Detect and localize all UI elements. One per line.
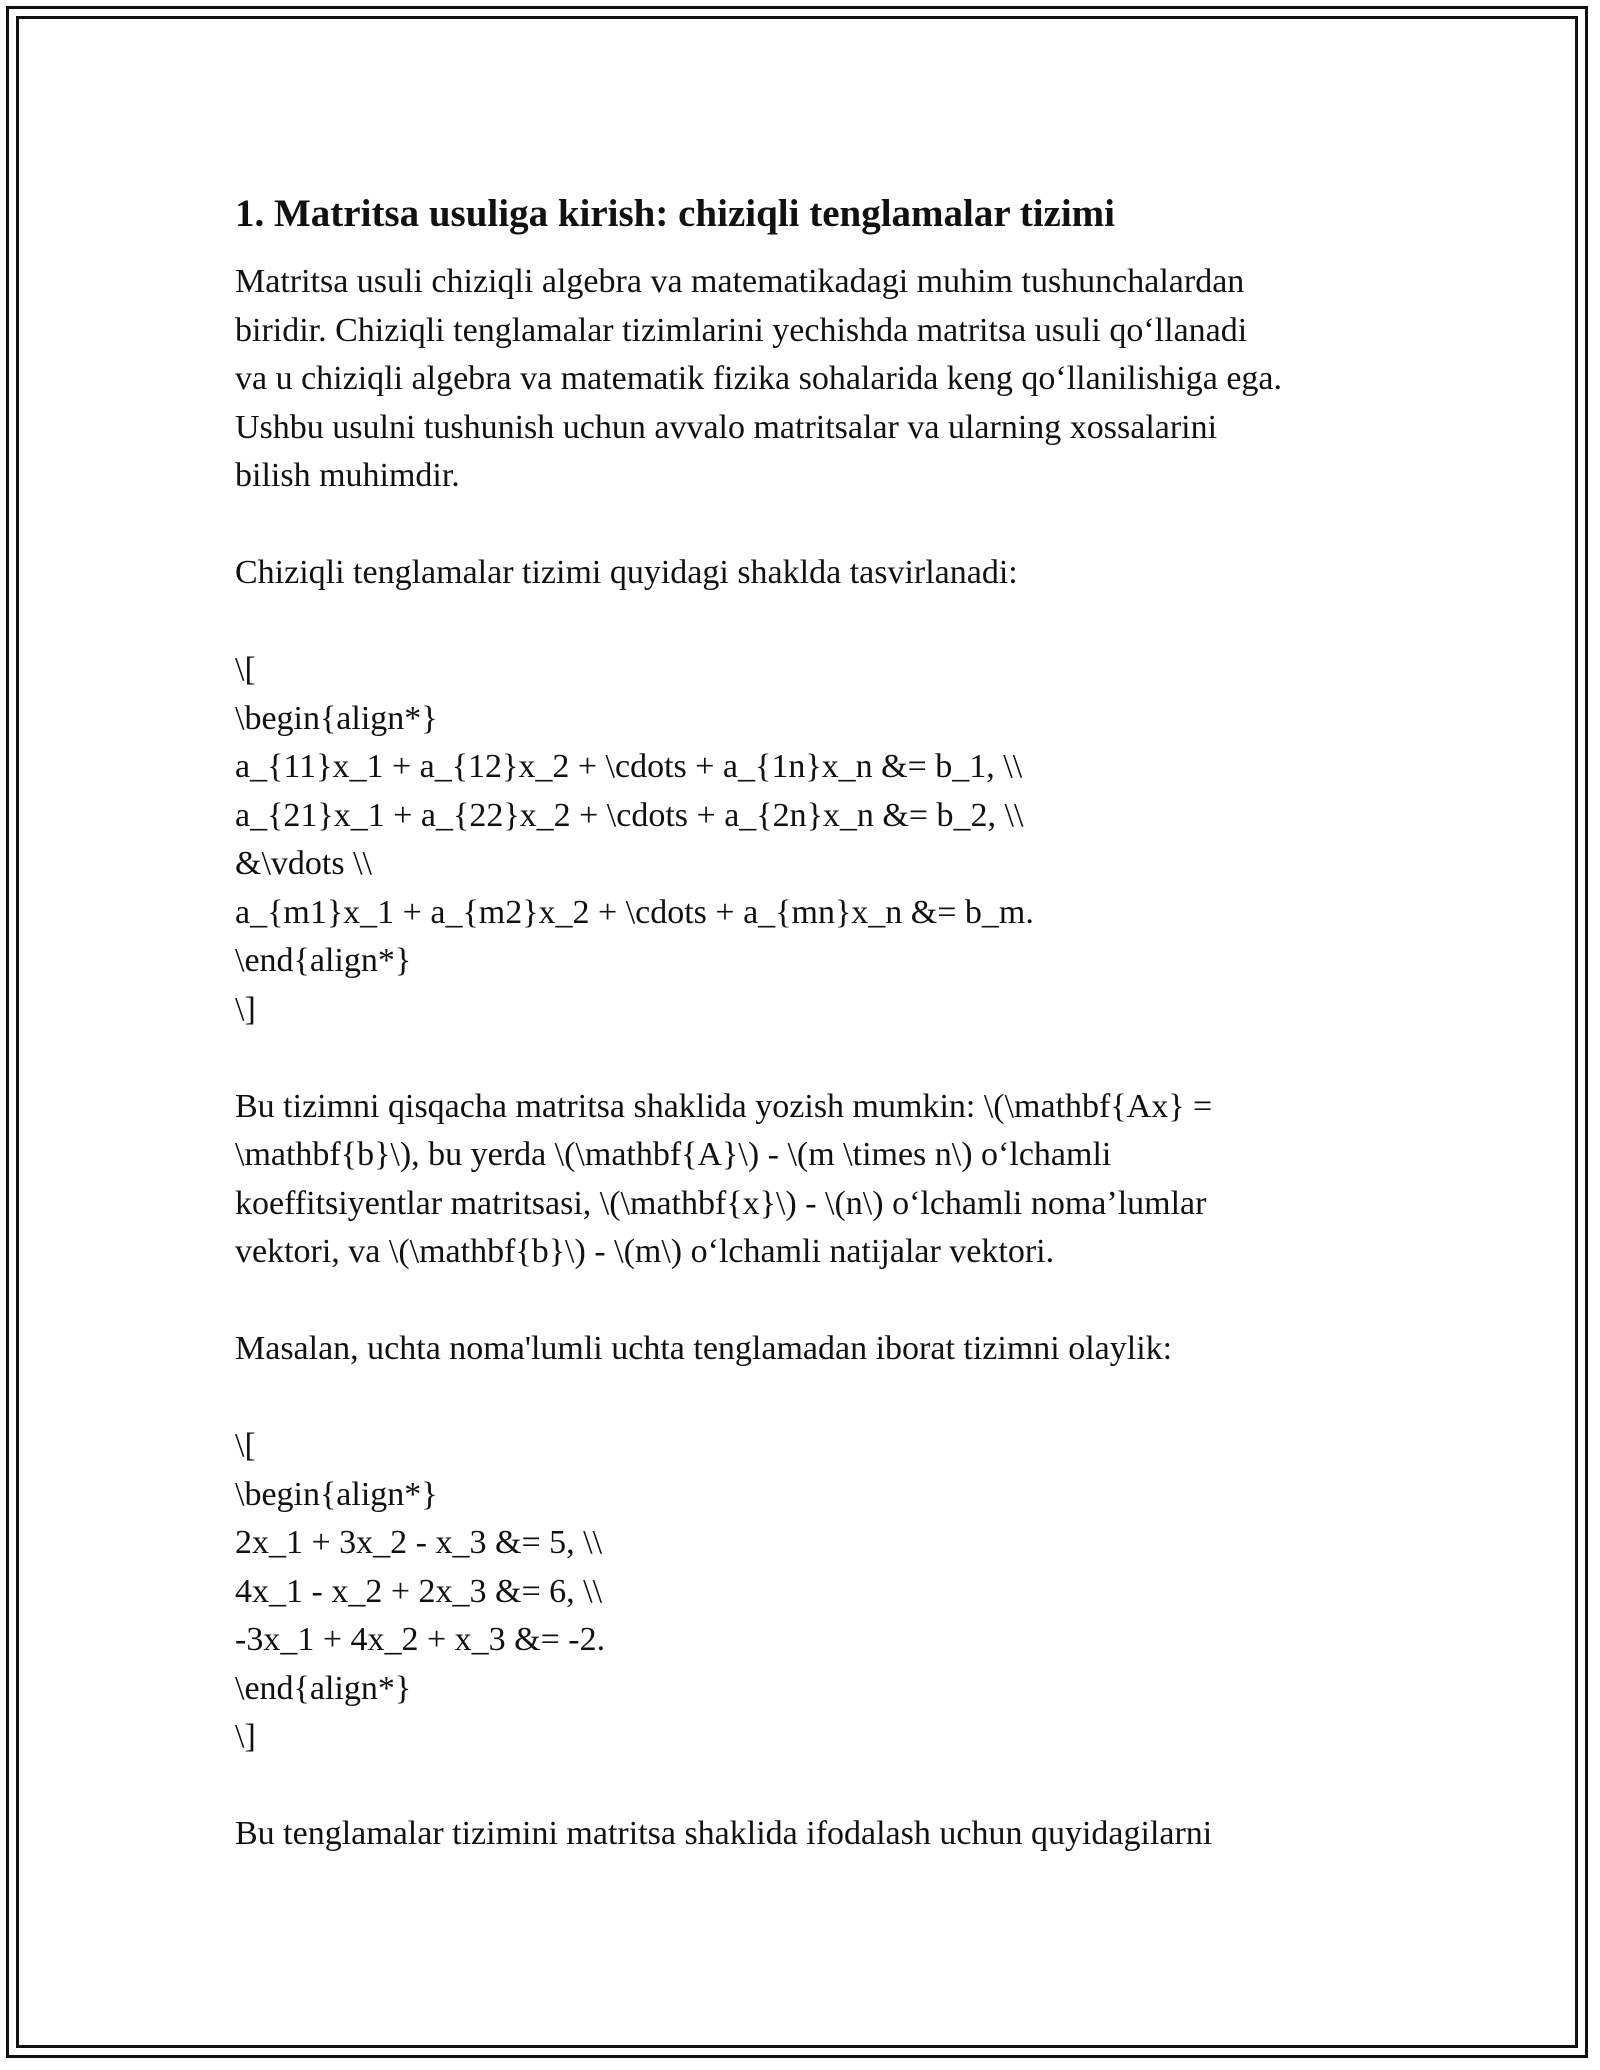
equation-line: 4x_1 - x_2 + 2x_3 &= 6, \\ [235, 1572, 603, 1610]
equation-line: &\vdots \\ [235, 845, 372, 882]
equation-line: \begin{align*} [235, 1475, 438, 1513]
equation-line: a_{m1}x_1 + a_{m2}x_2 + \cdots + a_{mn}x_n &= b_m. [235, 893, 1034, 931]
text-line: \mathbf{b}\), bu yerda \(\mathbf{A}\) - \(m \times n\) o‘lchamli [235, 1136, 1112, 1173]
blank-line [235, 1034, 1385, 1083]
text-line: Ushbu usulni tushunish uchun avvalo matritsalar va ularning xossalarini [235, 408, 1218, 446]
blank-line [235, 501, 1385, 550]
text-line: va u chiziqli algebra va matematik fizika sohalarida keng qo‘llanilishiga ega. [235, 360, 1282, 397]
equation-line: \] [235, 990, 256, 1028]
document-body [235, 186, 1385, 1859]
equation-line: \[ [235, 1427, 256, 1464]
blank-line [235, 1762, 1385, 1811]
equation-line: \begin{align*} [235, 699, 438, 737]
general-system-equation [235, 646, 1385, 1034]
text-line: biridir. Chiziqli tenglamalar tizimlarini yechishda matritsa usuli qo‘llanadi [235, 311, 1248, 349]
equation-line: a_{21}x_1 + a_{22}x_2 + \cdots + a_{2n}x_n &= b_2, \\ [235, 796, 1024, 834]
example-system-equation [235, 1422, 1385, 1762]
equation-line: \[ [235, 651, 256, 688]
section-heading: 1. Matritsa usuliga kirish: chiziqli tenglamalar tizimi [235, 192, 1115, 235]
system-description-paragraph: Chiziqli tenglamalar tizimi quyidagi shaklda tasvirlanadi: [235, 554, 1018, 591]
blank-line [235, 1374, 1385, 1423]
text-line: bilish muhimdir. [235, 457, 460, 494]
equation-line: \end{align*} [235, 942, 412, 979]
example-intro-paragraph: Masalan, uchta noma'lumli uchta tenglamadan iborat tizimni olaylik: [235, 1330, 1173, 1367]
equation-line: -3x_1 + 4x_2 + x_3 &= -2. [235, 1621, 606, 1658]
text-line: Matritsa usuli chiziqli algebra va matematikadagi muhim tushunchalardan [235, 263, 1245, 300]
intro-paragraph [235, 258, 1385, 501]
equation-line: \end{align*} [235, 1669, 412, 1707]
text-line: vektori, va \(\mathbf{b}\) - \(m\) o‘lchamli natijalar vektori. [235, 1233, 1055, 1270]
blank-line [235, 1277, 1385, 1326]
text-line: koeffitsiyentlar matritsasi, \(\mathbf{x}\) - \(n\) o‘lchamli noma’lumlar [235, 1184, 1207, 1222]
equation-line: 2x_1 + 3x_2 - x_3 &= 5, \\ [235, 1524, 603, 1561]
closing-paragraph: Bu tenglamalar tizimini matritsa shaklida ifodalash uchun quyidagilarni [235, 1815, 1213, 1852]
blank-line [235, 598, 1385, 647]
matrix-form-paragraph [235, 1083, 1385, 1277]
text-line: Bu tizimni qisqacha matritsa shaklida yozish mumkin: \(\mathbf{Ax} = [235, 1087, 1213, 1125]
equation-line: a_{11}x_1 + a_{12}x_2 + \cdots + a_{1n}x_n &= b_1, \\ [235, 748, 1023, 785]
equation-line: \] [235, 1718, 256, 1755]
